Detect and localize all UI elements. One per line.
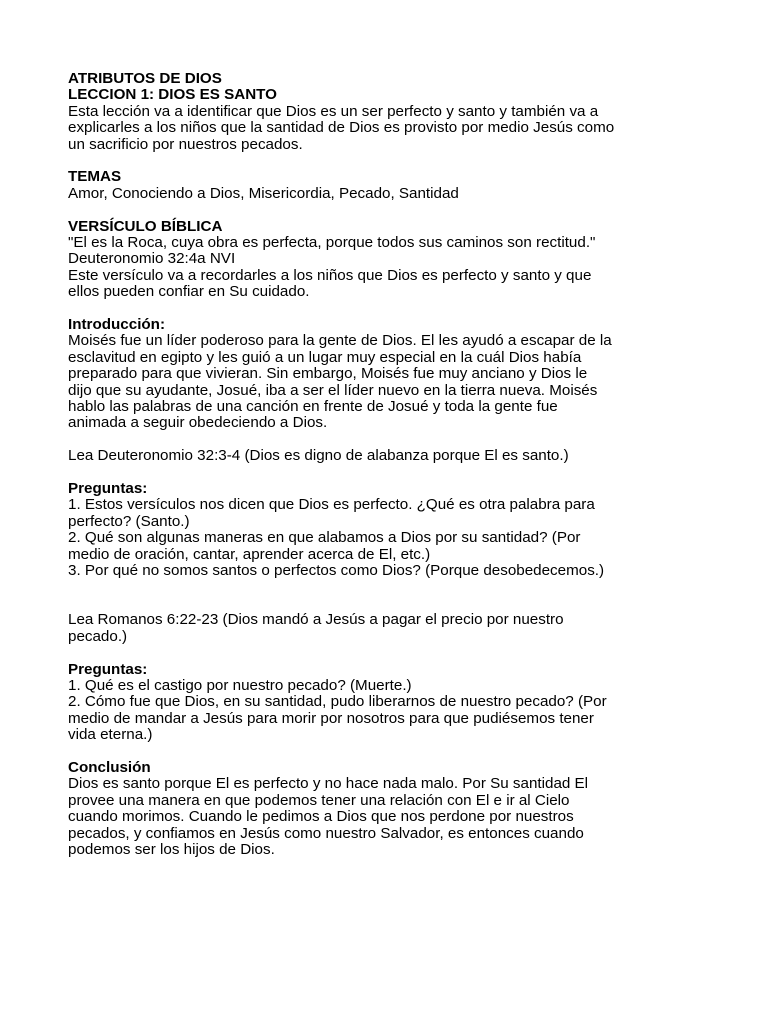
preguntas1-heading: Preguntas: bbox=[68, 480, 148, 498]
paragraph-gap bbox=[68, 301, 708, 317]
paragraph-gap bbox=[68, 432, 708, 448]
conclusion-line: podemos ser los hijos de Dios. bbox=[68, 840, 275, 858]
preguntas1-line: 3. Por qué no somos santos o perfectos como Dios? (Porque desobedecemos.) bbox=[68, 562, 605, 580]
preguntas1-line: perfecto? (Santo.) bbox=[68, 512, 190, 530]
conclusion-line: provee una manera en que podemos tener una relación con El e ir al Cielo bbox=[68, 791, 570, 809]
introduccion-line: preparado para que vivieran. Sin embargo, Moisés fue muy anciano y Dios le bbox=[68, 365, 588, 383]
paragraph-gap bbox=[68, 465, 708, 481]
temas-heading: TEMAS bbox=[68, 168, 122, 186]
paragraph-gap bbox=[68, 153, 708, 169]
intro-line: explicarles a los niños que la santidad de Dios es provisto por medio Jesús como bbox=[68, 119, 615, 137]
intro-line: Esta lección va a identificar que Dios es un ser perfecto y santo y también va a bbox=[68, 102, 599, 120]
preguntas2-line: vida eterna.) bbox=[68, 726, 153, 744]
paragraph-gap bbox=[68, 580, 708, 613]
paragraph-gap bbox=[68, 645, 708, 661]
introduccion-line: dijo que su ayudante, Josué, iba a ser el líder nuevo en la tierra nueva. Moisés bbox=[68, 381, 598, 399]
preguntas1-line: 1. Estos versículos nos dicen que Dios es perfecto. ¿Qué es otra palabra para bbox=[68, 496, 595, 514]
document-title: ATRIBUTOS DE DIOS bbox=[68, 70, 222, 87]
preguntas2-heading: Preguntas: bbox=[68, 660, 148, 678]
conclusion-line: Dios es santo porque El es perfecto y no hace nada malo. Por Su santidad El bbox=[68, 775, 589, 793]
introduccion-line: Moisés fue un líder poderoso para la gente de Dios. El les ayudó a escapar de la bbox=[68, 332, 612, 350]
lectura1-line: Lea Deuteronomio 32:3-4 (Dios es digno de alabanza porque El es santo.) bbox=[68, 447, 569, 465]
temas-line: Amor, Conociendo a Dios, Misericordia, Pecado, Santidad bbox=[68, 184, 459, 202]
preguntas2-line: 2. Cómo fue que Dios, en su santidad, pudo liberarnos de nuestro pecado? (Por bbox=[68, 693, 607, 711]
introduccion-line: esclavitud en egipto y les guió a un lugar muy especial en la cuál Dios había bbox=[68, 348, 582, 366]
versiculo-line: ellos pueden confiar en Su cuidado. bbox=[68, 283, 310, 301]
lectura2-line: pecado.) bbox=[68, 627, 128, 645]
conclusion-heading: Conclusión bbox=[68, 758, 151, 776]
versiculo-line: "El es la Roca, cuya obra es perfecta, porque todos sus caminos son rectitud." bbox=[68, 234, 596, 252]
introduccion-line: animada a seguir obedeciendo a Dios. bbox=[68, 414, 328, 432]
preguntas1-line: medio de oración, cantar, aprender acerca de El, etc.) bbox=[68, 545, 431, 563]
introduccion-heading: Introducción: bbox=[68, 316, 166, 334]
conclusion-line: cuando morimos. Cuando le pedimos a Dios que nos perdone por nuestros bbox=[68, 808, 574, 826]
conclusion-line: pecados, y confiamos en Jesús como nuestro Salvador, es entonces cuando bbox=[68, 824, 584, 842]
lesson-title: LECCION 1: DIOS ES SANTO bbox=[68, 86, 277, 104]
preguntas2-line: 1. Qué es el castigo por nuestro pecado? (Muerte.) bbox=[68, 676, 412, 694]
introduccion-line: hablo las palabras de una canción en frente de Josué y toda la gente fue bbox=[68, 398, 558, 416]
versiculo-line: Este versículo va a recordarles a los niños que Dios es perfecto y santo y que bbox=[68, 266, 592, 284]
lectura2-line: Lea Romanos 6:22-23 (Dios mandó a Jesús a pagar el precio por nuestro bbox=[68, 611, 564, 629]
paragraph-gap bbox=[68, 202, 708, 218]
document-page bbox=[68, 71, 708, 858]
preguntas2-line: medio de mandar a Jesús para morir por nosotros para que pudiésemos tener bbox=[68, 709, 594, 727]
versiculo-heading: VERSÍCULO BÍBLICA bbox=[68, 217, 223, 235]
versiculo-line: Deuteronomio 32:4a NVI bbox=[68, 250, 236, 268]
intro-line: un sacrificio por nuestros pecados. bbox=[68, 135, 303, 153]
paragraph-gap bbox=[68, 744, 708, 760]
preguntas1-line: 2. Qué son algunas maneras en que alabamos a Dios por su santidad? (Por bbox=[68, 529, 581, 547]
